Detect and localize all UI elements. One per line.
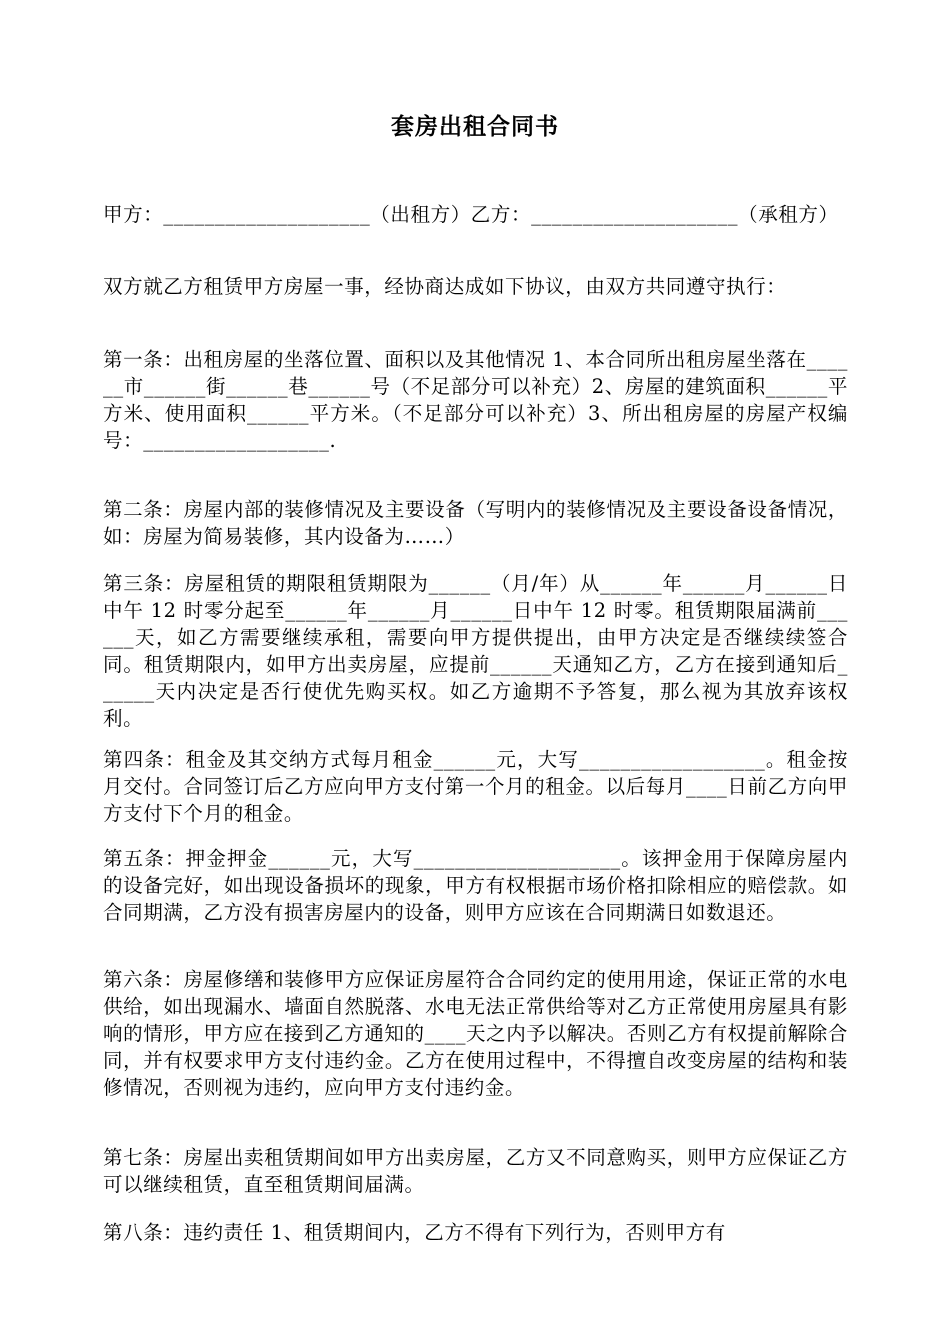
article-5-paragraph: 第五条：押金押金______元，大写____________________。该押金用于保障房屋内的设备完好，如出现设备损坏的现象，甲方有权根据市场价格扣除相应的赔偿款。如合同期满，乙方没有损害房屋内的设备，则甲方应该在合同期满日如数退还。 <box>103 847 848 924</box>
article-4-paragraph: 第四条：租金及其交纳方式每月租金______元，大写__________________。租金按月交付。合同签订后乙方应向甲方支付第一个月的租金。以后每月____日前乙方向甲方支付下个月的租金。 <box>103 748 848 825</box>
document-title: 套房出租合同书 <box>391 114 559 140</box>
article-6-paragraph: 第六条：房屋修缮和装修甲方应保证房屋符合合同约定的使用用途，保证正常的水电供给，如出现漏水、墙面自然脱落、水电无法正常供给等对乙方正常使用房屋具有影响的情形，甲方应在接到乙方通知的____天之内予以解决。否则乙方有权提前解除合同，并有权要求甲方支付违约金。乙方在使用过程中，不得擅自改变房屋的结构和装修情况，否则视为违约，应向甲方支付违约金。 <box>103 968 848 1099</box>
article-2-paragraph: 第二条：房屋内部的装修情况及主要设备（写明内的装修情况及主要设备设备情况，如：房屋为简易装修，其内设备为……） <box>103 498 848 548</box>
article-8-paragraph: 第八条：违约责任 1、租赁期间内，乙方不得有下列行为，否则甲方有 <box>103 1221 726 1244</box>
preamble-paragraph: 双方就乙方租赁甲方房屋一事，经协商达成如下协议，由双方共同遵守执行： <box>103 275 787 298</box>
article-3-paragraph: 第三条：房屋租赁的期限租赁期限为______（月/年）从______年______月______日中午 12 时零分起至______年______月______日中午 12 时零。租赁期限届满前______天，如乙方需要继续承租，需要向甲方提供提出，由甲方决定是否继续续签合同。租赁期限内，如甲方出卖房屋，应提前______天通知乙方，乙方在接到通知后______天内决定是否行使优先购买权。如乙方逾期不予答复，那么视为其放弃该权利。 <box>103 572 848 730</box>
article-7-paragraph: 第七条：房屋出卖租赁期间如甲方出卖房屋，乙方又不同意购买，则甲方应保证乙方可以继续租赁，直至租赁期间届满。 <box>103 1146 848 1196</box>
article-1-paragraph: 第一条：出租房屋的坐落位置、面积以及其他情况 1、本合同所出租房屋坐落在______市______街______巷______号（不足部分可以补充）2、房屋的建筑面积______平方米、使用面积______平方米。（不足部分可以补充）3、所出租房屋的房屋产权编号：__________________. <box>103 348 848 452</box>
parties-paragraph: 甲方：____________________（出租方）乙方：____________________（承租方） <box>103 203 839 226</box>
